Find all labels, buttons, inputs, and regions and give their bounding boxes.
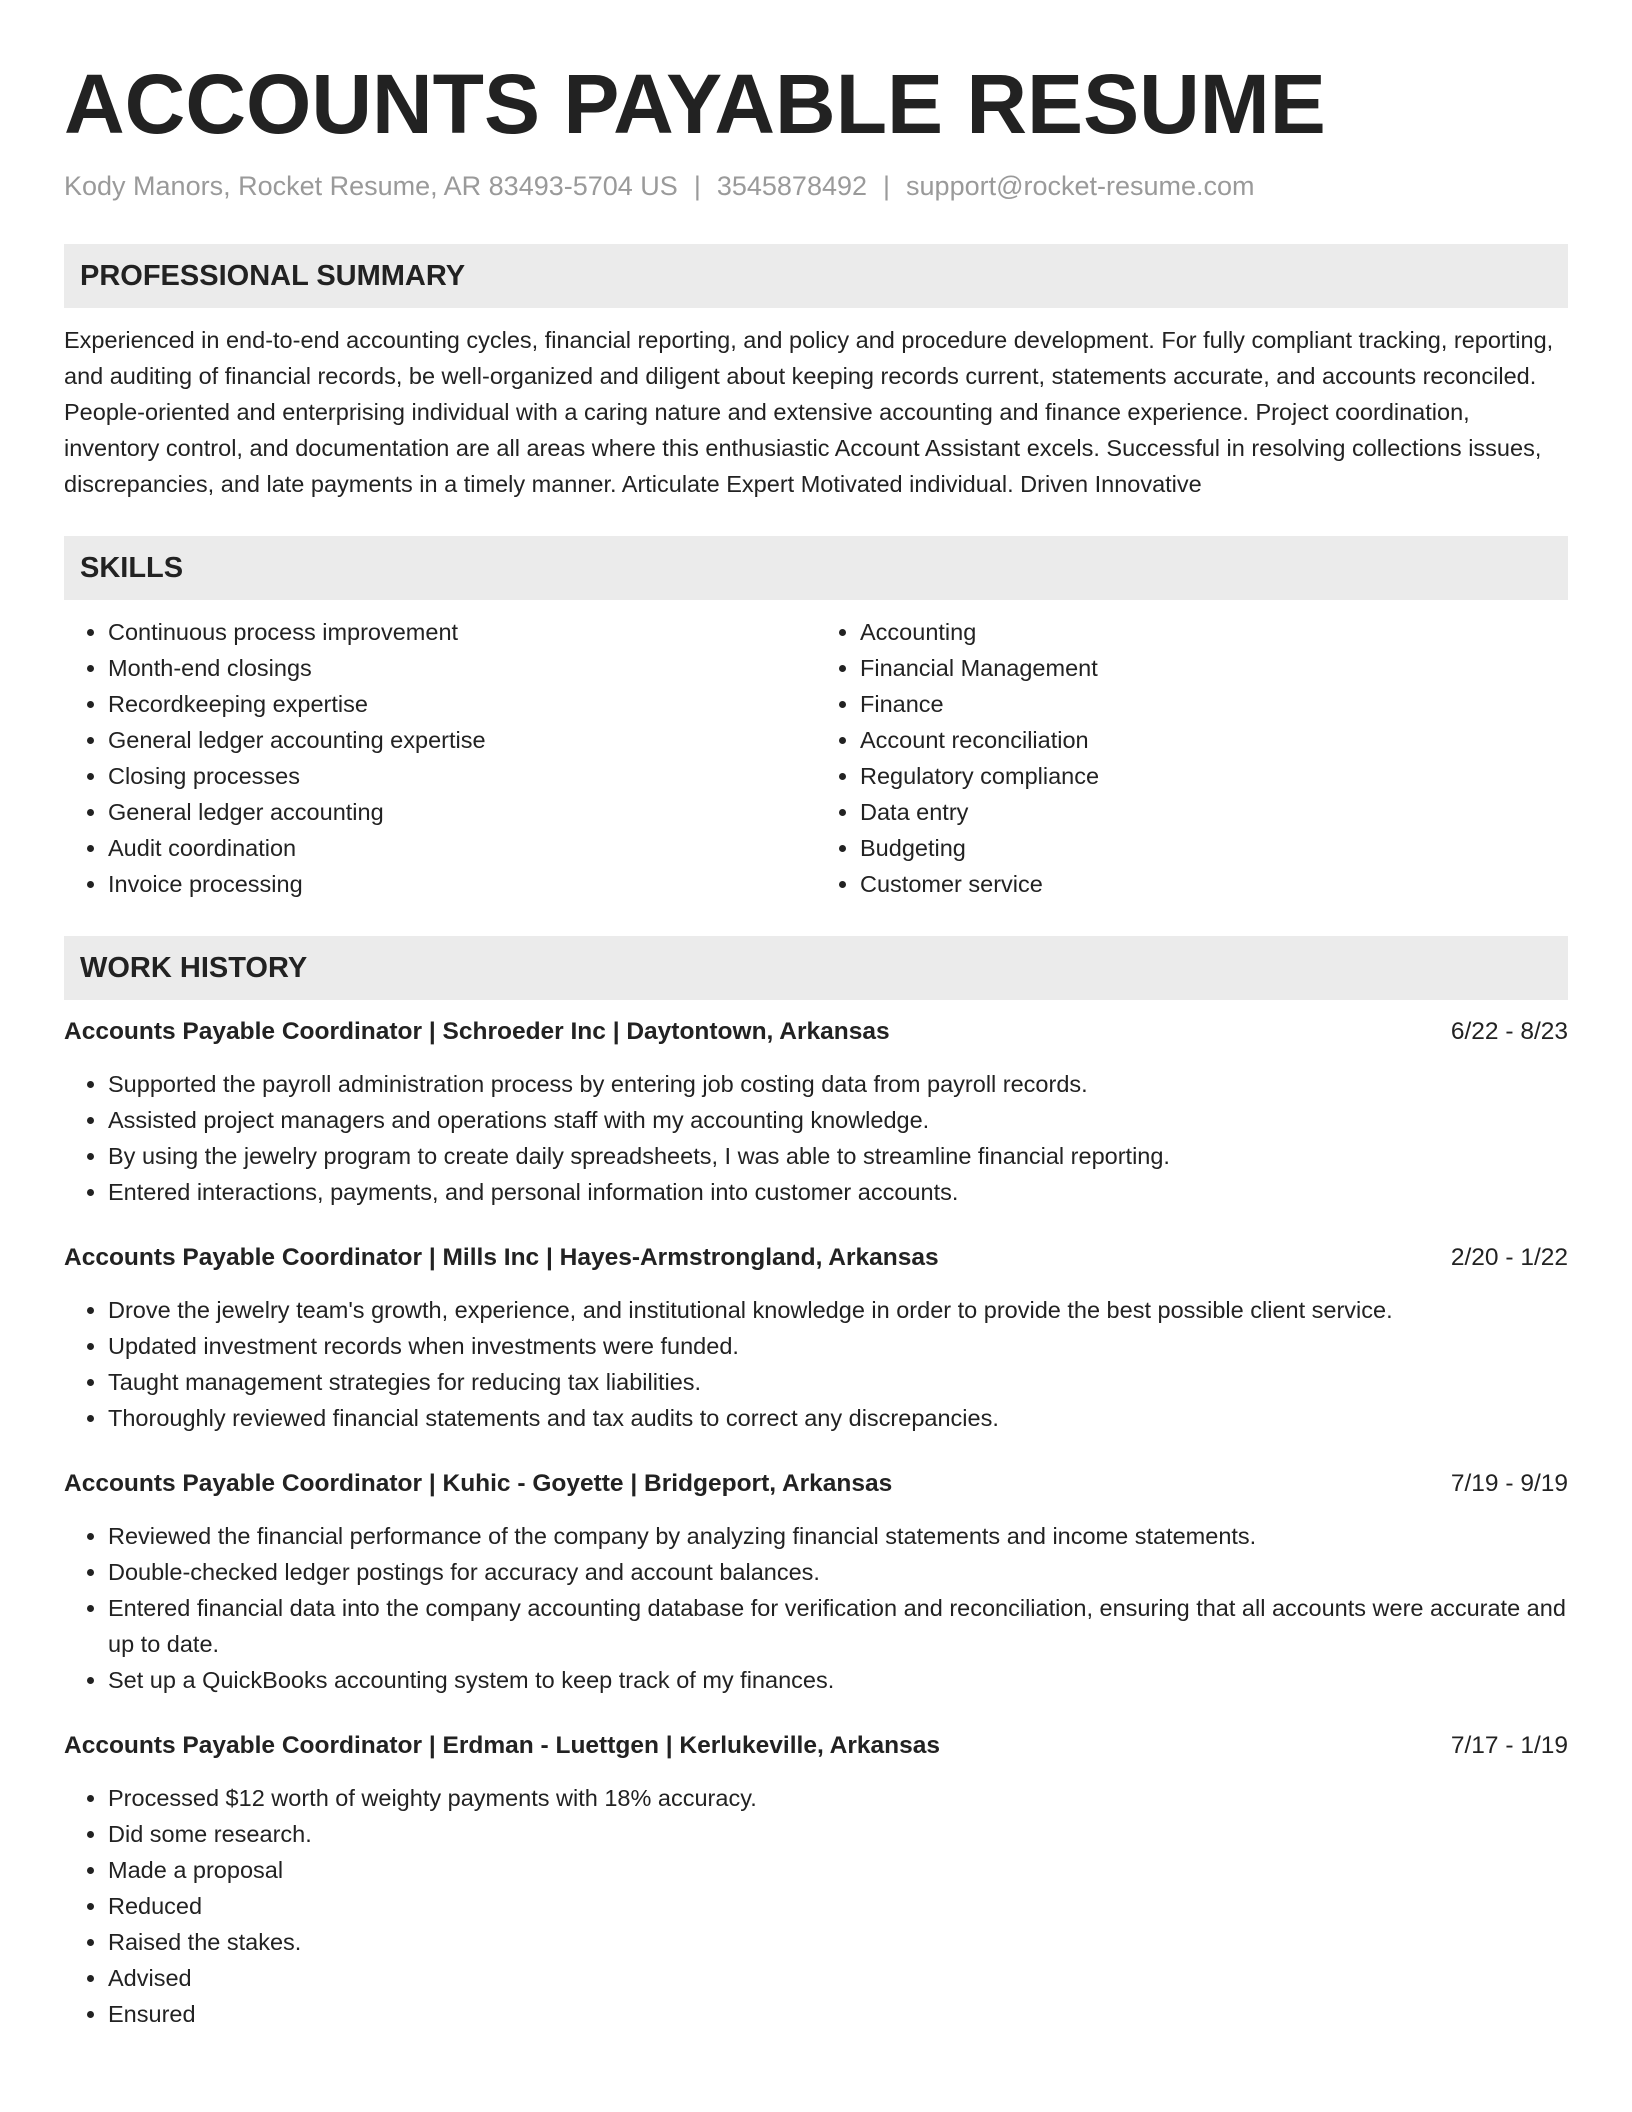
job-bullet: • Supported the payroll administration process by entering job costing data from payroll records. [108,1066,1568,1102]
job-bullets [64,1066,1568,1210]
skill-item: • Month-end closings [108,650,816,686]
skill-item: • Audit coordination [108,830,816,866]
job-header [64,1728,1568,1764]
skills-list [64,614,1568,902]
job-header [64,1240,1568,1276]
job-dates: 6/22 - 8/23 [1450,1018,1568,1045]
job-title: Accounts Payable Coordinator | Kuhic - Goyette | Bridgeport, Arkansas [64,1470,893,1497]
skill-item: • Closing processes [108,758,816,794]
job-bullet: • Did some research. [108,1816,1568,1852]
job-bullets [64,1780,1568,2032]
work-history-section-heading: WORK HISTORY [64,936,1568,1000]
job-bullet: • Drove the jewelry team's growth, experience, and institutional knowledge in order to provide the best possible client service. [108,1292,1568,1328]
job-bullets [64,1292,1568,1436]
job-bullet: • By using the jewelry program to create daily spreadsheets, I was able to streamline financial reporting. [108,1138,1568,1174]
skills-section-heading: SKILLS [64,536,1568,600]
job-bullet: • Reduced [108,1888,1568,1924]
job-title: Accounts Payable Coordinator | Mills Inc | Hayes-Armstrongland, Arkansas [64,1244,939,1271]
contact-separator: | [693,171,701,201]
contact-address: Kody Manors, Rocket Resume, AR 83493-5704 US [64,171,678,201]
job-bullet: • Raised the stakes. [108,1924,1568,1960]
job-bullet: • Made a proposal [108,1852,1568,1888]
skill-item: • Continuous process improvement [108,614,816,650]
job-entry [64,1466,1568,1698]
skill-item: • General ledger accounting [108,794,816,830]
job-title: Accounts Payable Coordinator | Schroeder Inc | Daytontown, Arkansas [64,1018,890,1045]
job-bullet: • Updated investment records when investments were funded. [108,1328,1568,1364]
skills-column-right [816,614,1568,902]
contact-phone: 3545878492 [716,171,868,201]
contact-line [64,168,1568,204]
job-dates: 7/17 - 1/19 [1450,1732,1568,1759]
contact-email[interactable]: support@rocket-resume.com [906,171,1255,201]
skill-item: • Customer service [860,866,1568,902]
skills-column-left [64,614,816,902]
job-bullet: • Reviewed the financial performance of the company by analyzing financial statements and income statements. [108,1518,1568,1554]
job-bullet: • Advised [108,1960,1568,1996]
resume-title: ACCOUNTS PAYABLE RESUME [64,57,1326,151]
job-bullet: • Set up a QuickBooks accounting system to keep track of my finances. [108,1662,1568,1698]
job-bullet: • Entered interactions, payments, and personal information into customer accounts. [108,1174,1568,1210]
job-dates: 7/19 - 9/19 [1450,1470,1568,1497]
job-bullet: • Double-checked ledger postings for accuracy and account balances. [108,1554,1568,1590]
job-bullet: • Processed $12 worth of weighty payments with 18% accuracy. [108,1780,1568,1816]
skill-item: • Recordkeeping expertise [108,686,816,722]
skill-item: • Data entry [860,794,1568,830]
summary-text: Experienced in end-to-end accounting cycles, financial reporting, and policy and procedure development. For fully compliant tracking, reporting, and auditing of financial records, be well-organized and diligent about keeping records current, statements accurate, and accounts reconciled. People-oriented and enterprising individual with a caring nature and extensive accounting and finance experience. Project coordination, inventory control, and documentation are all areas where this enthusiastic Account Assistant excels. Successful in resolving collections issues, discrepancies, and late payments in a timely manner. Articulate Expert Motivated individual. Driven Innovative [64,327,1554,497]
job-bullet: • Entered financial data into the company accounting database for verification and reconciliation, ensuring that all accounts were accurate and up to date. [108,1590,1568,1662]
job-entry [64,1728,1568,2032]
job-bullet: • Taught management strategies for reducing tax liabilities. [108,1364,1568,1400]
skill-item: • Accounting [860,614,1568,650]
skill-item: • General ledger accounting expertise [108,722,816,758]
job-bullet: • Ensured [108,1996,1568,2032]
contact-separator: | [883,171,891,201]
skill-item: • Financial Management [860,650,1568,686]
skill-item: • Regulatory compliance [860,758,1568,794]
job-title: Accounts Payable Coordinator | Erdman - Luettgen | Kerlukeville, Arkansas [64,1732,940,1759]
skill-item: • Finance [860,686,1568,722]
summary-section-heading: PROFESSIONAL SUMMARY [64,244,1568,308]
job-header [64,1014,1568,1050]
job-dates: 2/20 - 1/22 [1450,1244,1568,1271]
job-entry [64,1240,1568,1436]
job-bullets [64,1518,1568,1698]
job-entry [64,1014,1568,1210]
job-bullet: • Thoroughly reviewed financial statements and tax audits to correct any discrepancies. [108,1400,1568,1436]
job-header [64,1466,1568,1502]
job-bullet: • Assisted project managers and operations staff with my accounting knowledge. [108,1102,1568,1138]
skill-item: • Account reconciliation [860,722,1568,758]
skill-item: • Budgeting [860,830,1568,866]
skill-item: • Invoice processing [108,866,816,902]
